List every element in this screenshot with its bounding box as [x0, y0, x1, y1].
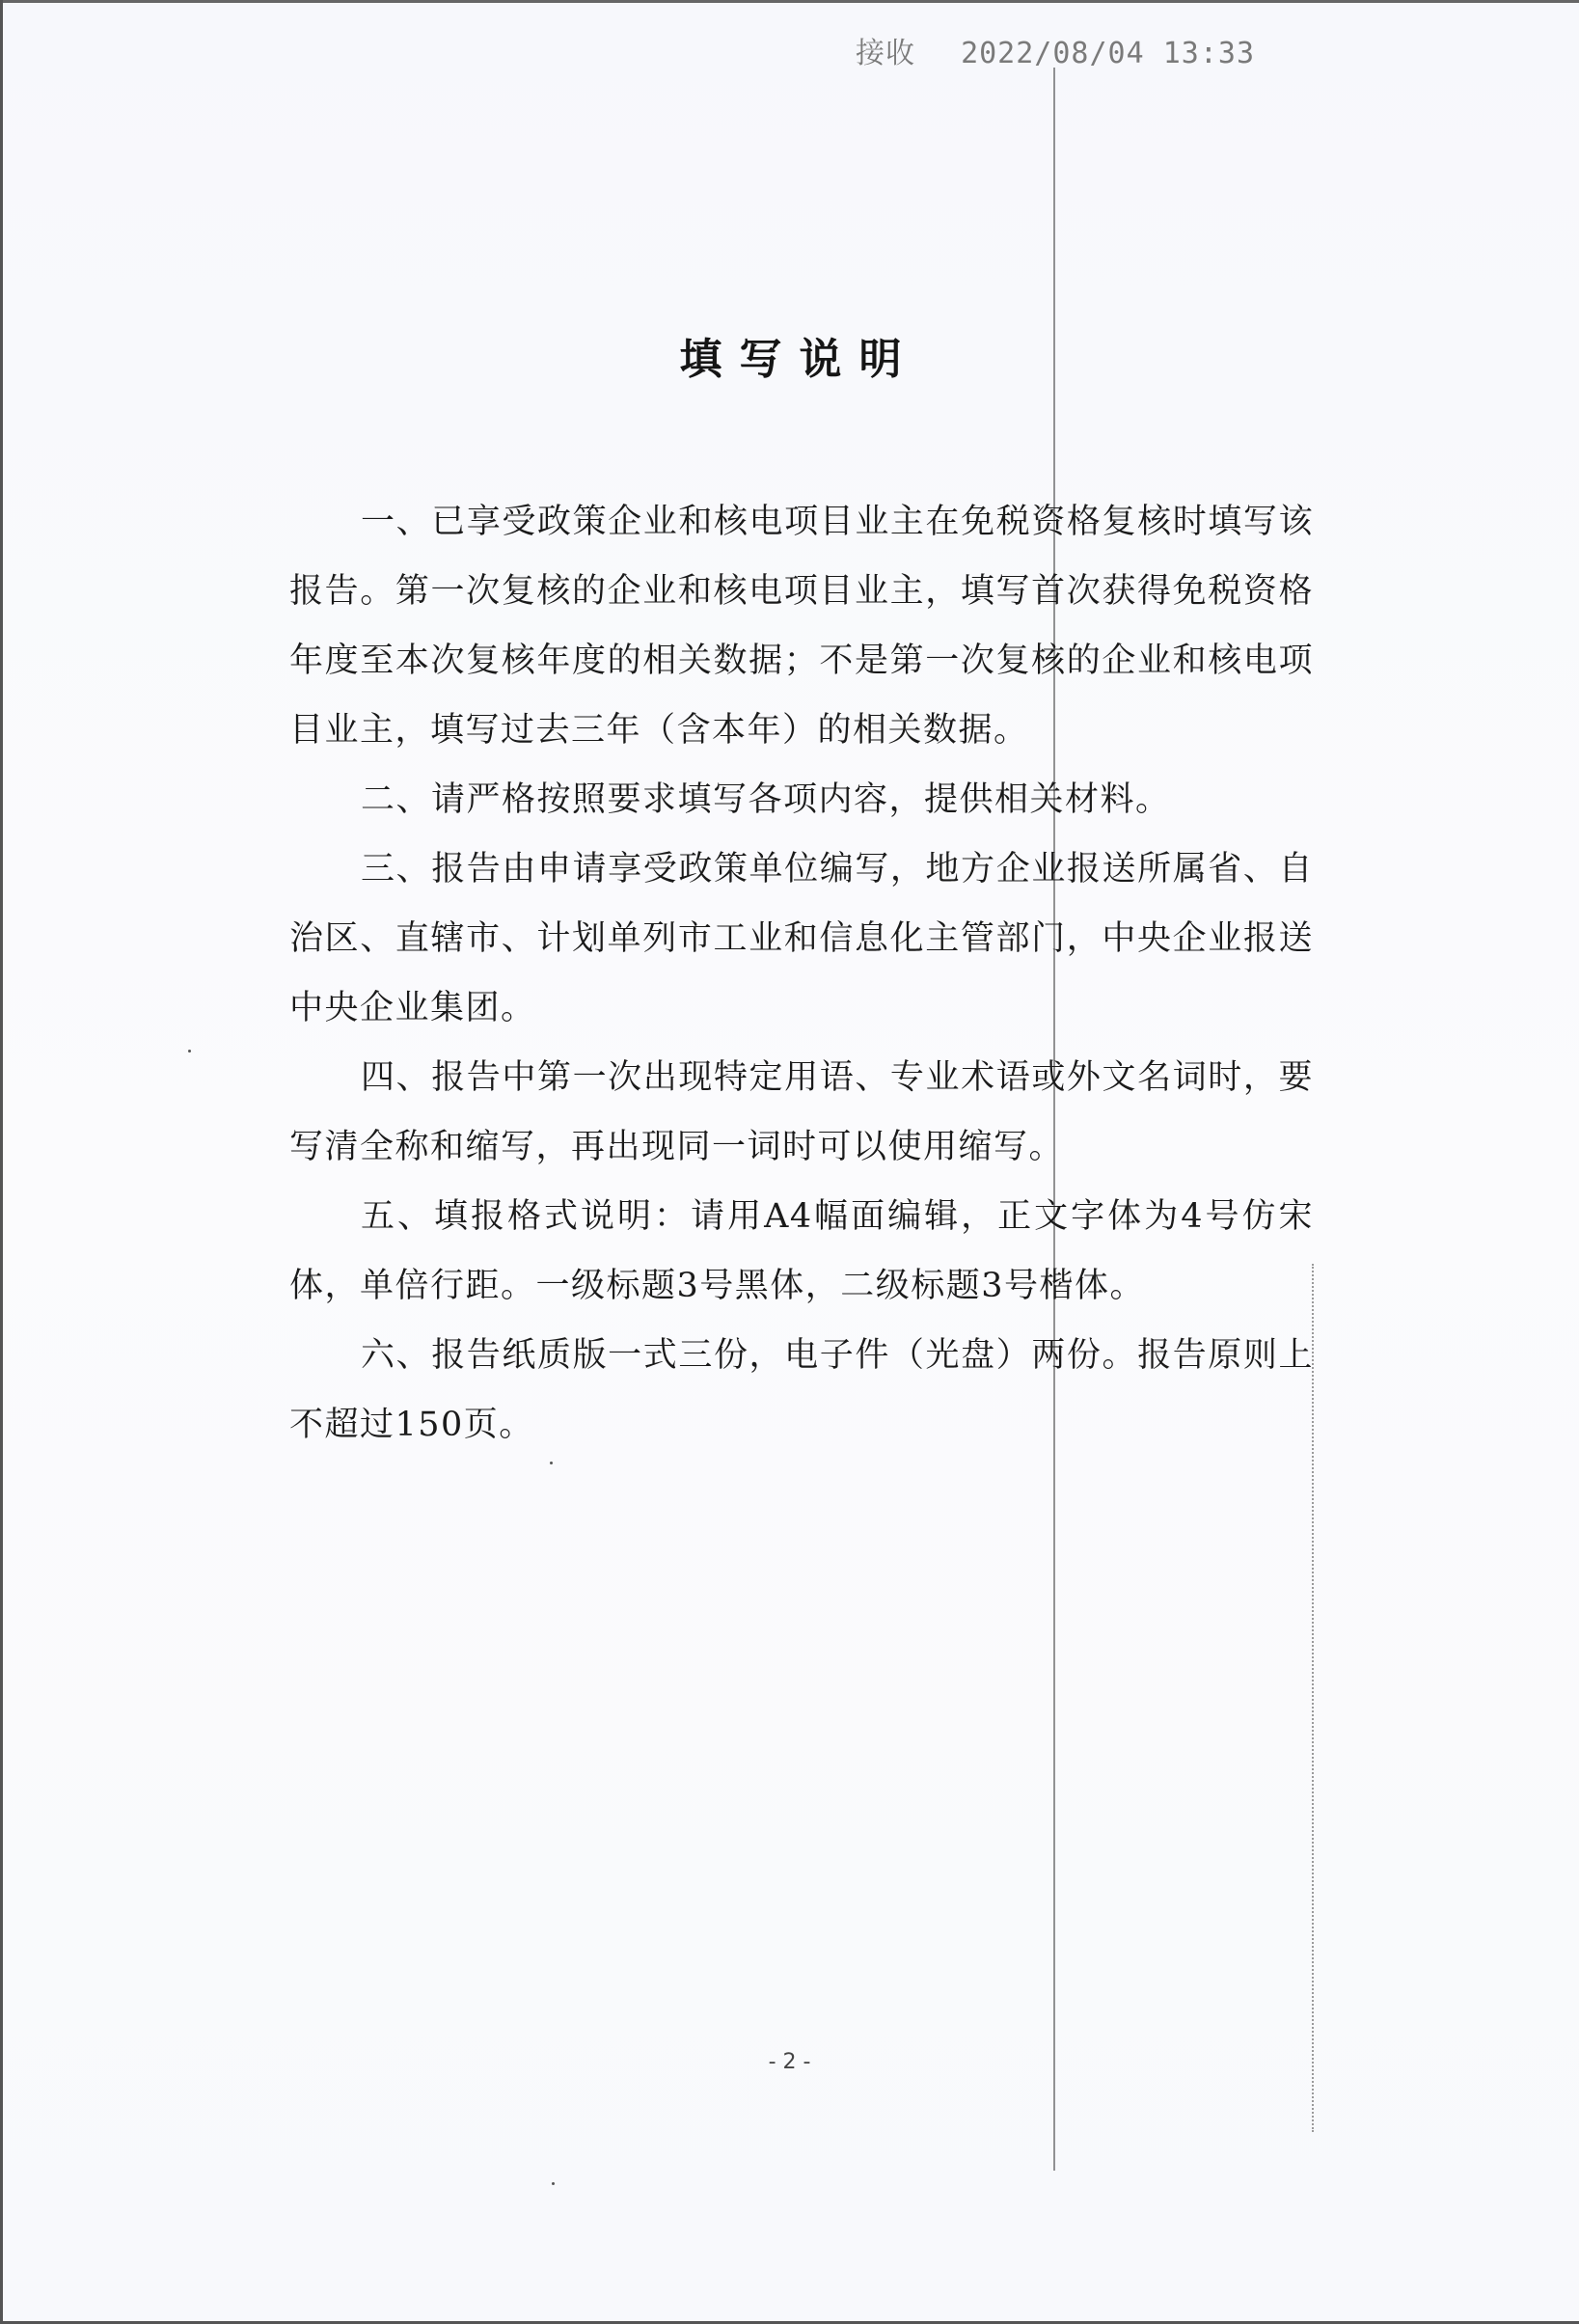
instruction-paragraph-1: 一、已享受政策企业和核电项目业主在免税资格复核时填写该报告。第一次复核的企业和核电项目业主，填写首次获得免税资格年度至本次复核年度的相关数据；不是第一次复核的企业和核电项目业主，填写过去三年（含本年）的相关数据。 — [289, 503, 1314, 750]
receipt-datetime: 2022/08/04 13:33 — [961, 37, 1256, 70]
scan-speck — [552, 2182, 555, 2185]
receipt-stamp — [856, 29, 1255, 71]
page-title: 填写说明 — [679, 335, 919, 384]
instruction-paragraph-4: 四、报告中第一次出现特定用语、专业术语或外文名词时，要写清全称和缩写，再出现同一词时可以使用缩写。 — [289, 1058, 1314, 1166]
instruction-paragraph-2: 二、请严格按照要求填写各项内容，提供相关材料。 — [361, 780, 1171, 819]
scan-speck — [188, 1050, 191, 1053]
instruction-paragraph-5: 五、填报格式说明：请用A4幅面编辑，正文字体为4号仿宋体，单倍行距。一级标题3号黑体，二级标题3号楷体。 — [289, 1197, 1314, 1305]
scan-speck — [550, 1462, 553, 1464]
receipt-label: 接收 — [856, 37, 915, 70]
instructions-body — [289, 487, 1314, 1460]
instruction-paragraph-6: 六、报告纸质版一式三份，电子件（光盘）两份。报告原则上不超过150页。 — [289, 1336, 1314, 1444]
scan-top-edge — [0, 0, 1579, 3]
page-number: - 2 - — [768, 2050, 811, 2074]
instruction-paragraph-3: 三、报告由申请享受政策单位编写，地方企业报送所属省、自治区、直辖市、计划单列市工业和信息化主管部门，中央企业报送中央企业集团。 — [289, 850, 1314, 1027]
